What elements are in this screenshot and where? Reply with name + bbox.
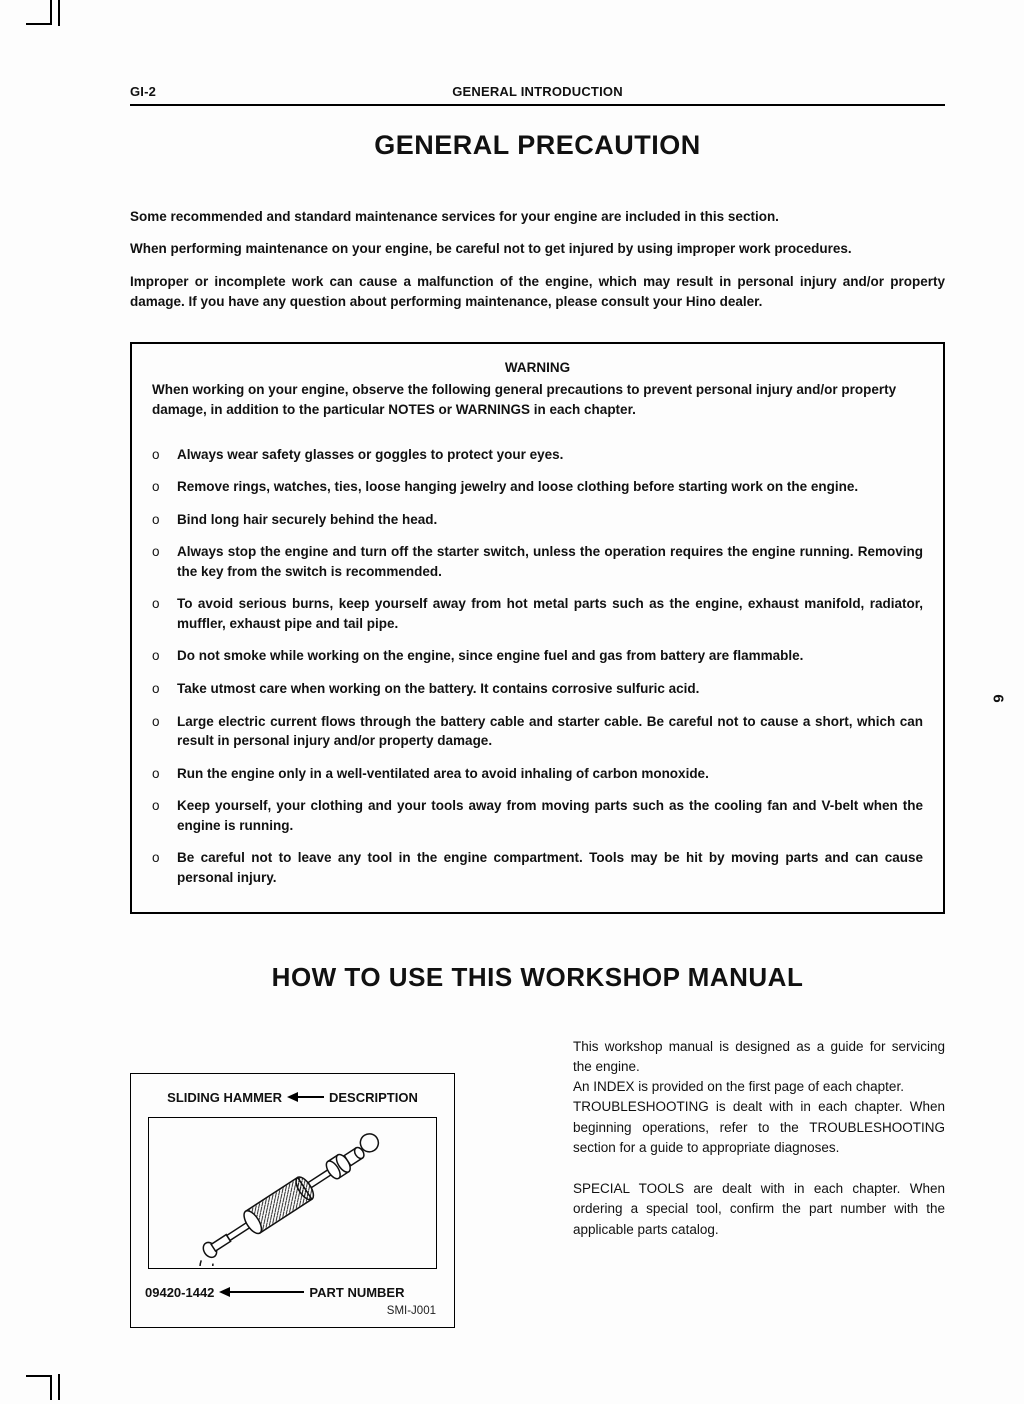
- page-content: [130, 84, 945, 1328]
- warning-list-item: [150, 796, 925, 835]
- bullet-marker: o: [152, 798, 160, 814]
- figure-bottom-row: [145, 1285, 440, 1300]
- part-number-label: PART NUMBER: [309, 1284, 405, 1300]
- manual-paragraph: An INDEX is provided on the first page of each chapter.: [573, 1079, 904, 1094]
- warning-list-item: [150, 594, 925, 633]
- bullet-marker: o: [152, 544, 160, 560]
- manual-paragraph: SPECIAL TOOLS are dealt with in each chapter. When ordering a special tool, confirm the part number with the applicable parts catalog.: [573, 1181, 945, 1237]
- warning-item-text: Run the engine only in a well-ventilated area to avoid inhaling of carbon monoxide.: [177, 765, 709, 781]
- crop-mark-top-left: [26, 0, 52, 25]
- bullet-marker: o: [152, 479, 160, 495]
- warning-item-text: Remove rings, watches, ties, loose hanging jewelry and loose clothing before starting work on the engine.: [177, 479, 859, 495]
- figure-code: SMI-J001: [386, 1304, 436, 1317]
- header-section-title: GENERAL INTRODUCTION: [452, 84, 623, 99]
- crop-mark-bottom-left-tick: [58, 1374, 60, 1400]
- howto-text-column: [573, 1037, 945, 1240]
- header-page-code: GI-2: [130, 84, 157, 99]
- warning-list-item: [150, 712, 925, 751]
- bullet-marker: o: [152, 511, 160, 527]
- bullet-marker: o: [152, 596, 160, 612]
- manual-paragraph: TROUBLESHOOTING is dealt with in each chapter. When beginning operations, refer to the TROUBLESHOOTING section for a guide to appropriate diagnoses.: [573, 1099, 945, 1155]
- warning-list-item: [150, 445, 925, 465]
- warning-intro: When working on your engine, observe the following general precautions to prevent personal injury and/or property damage, in addition to the particular NOTES or WARNINGS in each chapter.: [152, 382, 897, 418]
- warning-box: [130, 342, 945, 914]
- intro-paragraph: Some recommended and standard maintenance services for your engine are included in this section.: [130, 209, 779, 224]
- warning-list-item: [150, 646, 925, 666]
- warning-item-text: Bind long hair securely behind the head.: [177, 511, 438, 527]
- warning-list-item: [150, 764, 925, 784]
- warning-list-item: [150, 542, 925, 581]
- bullet-marker: o: [152, 681, 160, 696]
- warning-item-text: Large electric current flows through the battery cable and starter cable. Be careful not to cause a short, which can result in personal injury and/or property damage.: [177, 713, 923, 749]
- part-number: 09420-1442: [145, 1284, 215, 1300]
- warning-item-text: Always stop the engine and turn off the starter switch, unless the operation requires the engine running. Removing the key from the switch is recommended.: [177, 544, 923, 579]
- intro-section: [130, 207, 945, 312]
- arrow-left-icon: [219, 1287, 304, 1297]
- arrow-left-icon: [287, 1092, 324, 1102]
- howto-columns: [130, 1037, 945, 1328]
- warning-heading: WARNING: [504, 360, 571, 375]
- crop-mark-top-left-tick: [58, 0, 60, 26]
- warning-list-item: [150, 679, 925, 699]
- bullet-marker: o: [152, 648, 160, 664]
- intro-paragraph: Improper or incomplete work can cause a malfunction of the engine, which may result in personal injury and/or property damage. If you have any question about performing maintenance, please consult your Hino dealer.: [130, 273, 945, 309]
- warning-list-item: [150, 510, 925, 530]
- warning-item-text: Take utmost care when working on the battery. It contains corrosive sulfuric acid.: [177, 681, 700, 696]
- bullet-marker: o: [152, 713, 160, 729]
- bullet-marker: o: [152, 765, 160, 781]
- warning-list-item: [150, 477, 925, 497]
- figure-box: [130, 1073, 455, 1328]
- warning-item-text: Keep yourself, your clothing and your tools away from moving parts such as the cooling fan and V-belt when the engine is running.: [177, 798, 923, 833]
- running-header: [130, 84, 945, 106]
- warning-list: [150, 445, 925, 888]
- intro-paragraph: When performing maintenance on your engine, be careful not to get injured by using improper work procedures.: [130, 241, 852, 257]
- bullet-marker: o: [152, 446, 160, 462]
- warning-item-text: To avoid serious burns, keep yourself away from hot metal parts such as the engine, exhaust manifold, radiator, muffler, exhaust pipe and tail pipe.: [177, 596, 923, 631]
- bullet-marker: o: [152, 850, 160, 866]
- warning-item-text: Always wear safety glasses or goggles to protect your eyes.: [177, 446, 564, 462]
- warning-list-item: [150, 848, 925, 887]
- page-title: GENERAL PRECAUTION: [374, 130, 701, 160]
- tool-name-label: SLIDING HAMMER: [167, 1089, 282, 1105]
- warning-item-text: Be careful not to leave any tool in the engine compartment. Tools may be hit by moving parts and can cause personal injury.: [177, 850, 923, 885]
- page-side-tab: 6: [989, 694, 1007, 703]
- tool-illustration-frame: [148, 1117, 437, 1269]
- warning-item-text: Do not smoke while working on the engine, since engine fuel and gas from battery are flammable.: [177, 648, 804, 664]
- figure-top-row: [145, 1090, 440, 1105]
- description-label: DESCRIPTION: [329, 1089, 418, 1105]
- sliding-hammer-illustration: [157, 1120, 429, 1266]
- section-title: HOW TO USE THIS WORKSHOP MANUAL: [271, 961, 804, 992]
- manual-paragraph: This workshop manual is designed as a guide for servicing the engine.: [573, 1038, 945, 1074]
- crop-mark-bottom-left: [26, 1375, 52, 1400]
